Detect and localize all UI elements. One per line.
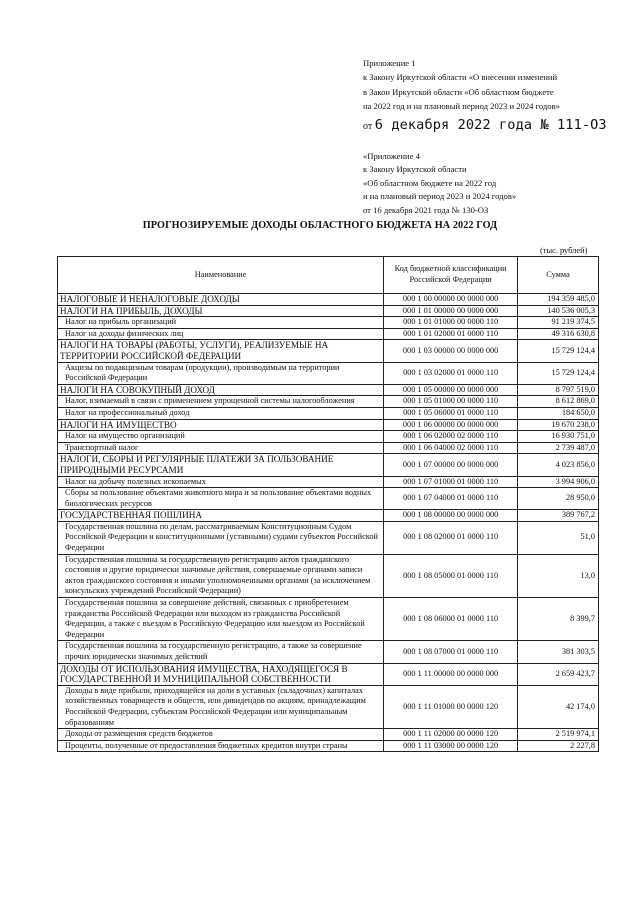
row-code-cell: 000 1 06 04000 02 0000 110 <box>384 442 518 454</box>
table-row <box>58 431 599 443</box>
row-sum-cell: 49 316 630,8 <box>518 328 599 340</box>
table-row <box>58 407 599 419</box>
row-code-cell: 000 1 06 00000 00 0000 000 <box>384 419 518 431</box>
row-code-cell: 000 1 07 04000 01 0000 110 <box>384 488 518 510</box>
revenue-table <box>57 256 599 752</box>
table-row <box>58 294 599 306</box>
row-name-cell: Сборы за пользование объектами животного мира и за пользование объектами водных биологических ресурсов <box>58 488 384 510</box>
row-name-cell: НАЛОГИ НА ИМУЩЕСТВО <box>58 419 384 431</box>
table-row <box>58 663 599 685</box>
table-header-row <box>58 257 599 294</box>
row-code-cell: 000 1 01 00000 00 0000 000 <box>384 305 518 317</box>
row-name-cell: Налог на доходы физических лиц <box>58 328 384 340</box>
row-code-cell: 000 1 03 00000 00 0000 000 <box>384 340 518 362</box>
row-sum-cell: 2 659 423,7 <box>518 663 599 685</box>
row-code-cell: 000 1 11 01000 00 0000 120 <box>384 685 518 728</box>
row-sum-cell: 2 227,8 <box>518 740 599 752</box>
table-row <box>58 328 599 340</box>
row-name-cell: Государственная пошлина за государственную регистрацию, а также за совершение прочих юридически значимых действий <box>58 641 384 663</box>
table-row <box>58 340 599 362</box>
table-row <box>58 419 599 431</box>
stamp-date-number: 6 декабря 2022 года № 111-ОЗ <box>374 117 607 133</box>
row-code-cell: 000 1 11 00000 00 0000 000 <box>384 663 518 685</box>
row-code-cell: 000 1 01 02000 01 0000 110 <box>384 328 518 340</box>
row-name-cell: Доходы в виде прибыли, приходящейся на доли в уставных (складочных) капиталах хозяйственных товариществ и обществ, или дивидендов по акциям, принадлежащим Российской Федерации, субъектам Российской Федерации или муниципальным образованиям <box>58 685 384 728</box>
row-name-cell: НАЛОГИ, СБОРЫ И РЕГУЛЯРНЫЕ ПЛАТЕЖИ ЗА ПОЛЬЗОВАНИЕ ПРИРОДНЫМИ РЕСУРСАМИ <box>58 454 384 476</box>
row-code-cell: 000 1 05 01000 00 0000 110 <box>384 396 518 408</box>
row-code-cell: 000 1 08 05000 01 0000 110 <box>384 554 518 597</box>
row-sum-cell: 4 023 856,0 <box>518 454 599 476</box>
row-code-cell: 000 1 08 02000 01 0000 110 <box>384 521 518 554</box>
stamp-prefix: от <box>363 121 373 132</box>
row-sum-cell: 8 399,7 <box>518 598 599 641</box>
row-name-cell: Транспортный налог <box>58 442 384 454</box>
table-row <box>58 729 599 741</box>
row-code-cell: 000 1 06 02000 02 0000 110 <box>384 431 518 443</box>
appendix-1-line: в Закон Иркутской области «Об областном бюджете <box>363 86 554 97</box>
table-row <box>58 685 599 728</box>
appendix-4-line: и на плановый период 2023 и 2024 годов» <box>363 191 517 202</box>
row-name-cell: Налог на прибыль организаций <box>58 317 384 329</box>
row-code-cell: 000 1 08 06000 01 0000 110 <box>384 598 518 641</box>
row-name-cell: Проценты, полученные от предоставления бюджетных кредитов внутри страны <box>58 740 384 752</box>
row-code-cell: 000 1 03 02000 01 0000 110 <box>384 362 518 384</box>
row-code-cell: 000 1 00 00000 00 0000 000 <box>384 294 518 306</box>
appendix-4-line: «Приложение 4 <box>363 151 420 161</box>
appendix-4-line: «Об областном бюджете на 2022 год <box>363 177 497 188</box>
table-row <box>58 740 599 752</box>
table-row <box>58 396 599 408</box>
row-sum-cell: 2 519 974,1 <box>518 729 599 741</box>
table-row <box>58 317 599 329</box>
appendix-4-header <box>363 150 613 217</box>
row-sum-cell: 140 536 005,3 <box>518 305 599 317</box>
header-name: Наименование <box>58 257 384 294</box>
document-title: ПРОГНОЗИРУЕМЫЕ ДОХОДЫ ОБЛАСТНОГО БЮДЖЕТА НА 2022 ГОД <box>142 220 498 231</box>
row-code-cell: 000 1 07 01000 01 0000 110 <box>384 476 518 488</box>
row-sum-cell: 15 729 124,4 <box>518 362 599 384</box>
row-name-cell: Налог на имущество организаций <box>58 431 384 443</box>
row-sum-cell: 2 739 487,0 <box>518 442 599 454</box>
row-name-cell: НАЛОГИ НА ПРИБЫЛЬ, ДОХОДЫ <box>58 305 384 317</box>
row-name-cell: Государственная пошлина по делам, рассматриваемым Конституционным Судом Российской Федерации и конституционными (уставными) судами субъектов Российской Федерации <box>58 521 384 554</box>
row-name-cell: ГОСУДАРСТВЕННАЯ ПОШЛИНА <box>58 510 384 522</box>
row-code-cell: 000 1 08 07000 01 0000 110 <box>384 641 518 663</box>
row-code-cell: 000 1 11 03000 00 0000 120 <box>384 740 518 752</box>
appendix-1-line: к Закону Иркутской области «О внесении изменений <box>363 72 558 83</box>
row-sum-cell: 42 174,0 <box>518 685 599 728</box>
header-sum: Сумма <box>518 257 599 294</box>
row-name-cell: Акцизы по подакцизным товарам (продукции), производимым на территории Российской Федерации <box>58 362 384 384</box>
table-row <box>58 442 599 454</box>
row-sum-cell: 16 930 751,0 <box>518 431 599 443</box>
row-sum-cell: 28 950,0 <box>518 488 599 510</box>
table-row <box>58 521 599 554</box>
row-name-cell: Доходы от размещения средств бюджетов <box>58 729 384 741</box>
row-code-cell: 000 1 01 01000 00 0000 110 <box>384 317 518 329</box>
row-sum-cell: 15 729 124,4 <box>518 340 599 362</box>
appendix-4-line: от 16 декабря 2021 года № 130-ОЗ <box>363 204 489 215</box>
row-code-cell: 000 1 05 00000 00 0000 000 <box>384 384 518 396</box>
row-code-cell: 000 1 11 02000 00 0000 120 <box>384 729 518 741</box>
row-sum-cell: 8 612 869,0 <box>518 396 599 408</box>
table-row <box>58 454 599 476</box>
row-code-cell: 000 1 07 00000 00 0000 000 <box>384 454 518 476</box>
row-name-cell: НАЛОГИ НА СОВОКУПНЫЙ ДОХОД <box>58 384 384 396</box>
table-row <box>58 598 599 641</box>
row-sum-cell: 389 767,2 <box>518 510 599 522</box>
row-name-cell: НАЛОГИ НА ТОВАРЫ (РАБОТЫ, УСЛУГИ), РЕАЛИЗУЕМЫЕ НА ТЕРРИТОРИИ РОССИЙСКОЙ ФЕДЕРАЦИИ <box>58 340 384 362</box>
row-name-cell: Налог на добычу полезных ископаемых <box>58 476 384 488</box>
row-sum-cell: 91 219 374,5 <box>518 317 599 329</box>
row-code-cell: 000 1 08 00000 00 0000 000 <box>384 510 518 522</box>
table-row <box>58 305 599 317</box>
appendix-1-header <box>363 56 613 114</box>
row-sum-cell: 381 303,5 <box>518 641 599 663</box>
row-name-cell: Налог, взимаемый в связи с применением упрощенной системы налогообложения <box>58 396 384 408</box>
table-row <box>58 641 599 663</box>
table-row <box>58 476 599 488</box>
row-sum-cell: 184 650,0 <box>518 407 599 419</box>
row-name-cell: НАЛОГОВЫЕ И НЕНАЛОГОВЫЕ ДОХОДЫ <box>58 294 384 306</box>
appendix-1-line: на 2022 год и на плановый период 2023 и 2024 годов» <box>363 101 560 112</box>
table-row <box>58 488 599 510</box>
header-code: Код бюджетной классификации Российской Федерации <box>384 257 518 294</box>
appendix-4-line: к Закону Иркутской области <box>363 164 467 175</box>
table-row <box>58 554 599 597</box>
row-sum-cell: 51,0 <box>518 521 599 554</box>
row-name-cell: ДОХОДЫ ОТ ИСПОЛЬЗОВАНИЯ ИМУЩЕСТВА, НАХОДЯЩЕГОСЯ В ГОСУДАРСТВЕННОЙ И МУНИЦИПАЛЬНОЙ СОБСТВЕННОСТИ <box>58 663 384 685</box>
row-name-cell: Налог на профессиональный доход <box>58 407 384 419</box>
row-sum-cell: 194 359 485,0 <box>518 294 599 306</box>
units-label: (тыс. рублей) <box>540 246 588 255</box>
row-name-cell: Государственная пошлина за государственную регистрацию актов гражданского состояния и другие юридически значимые действия, совершаемые органами записи актов гражданского состояния и иными уполномоченными органами (за исключением консульских учреждений Российской Федерации) <box>58 554 384 597</box>
row-sum-cell: 8 797 519,0 <box>518 384 599 396</box>
row-sum-cell: 13,0 <box>518 554 599 597</box>
row-sum-cell: 3 994 906,0 <box>518 476 599 488</box>
row-name-cell: Государственная пошлина за совершение действий, связанных с приобретением гражданства Российской Федерации или выходом из гражданства Российской Федерации, а также с въездом в Российскую Федерацию или выездом из Российской Федерации <box>58 598 384 641</box>
law-date-stamp <box>363 117 607 133</box>
row-code-cell: 000 1 05 06000 01 0000 110 <box>384 407 518 419</box>
table-row <box>58 362 599 384</box>
table-row <box>58 384 599 396</box>
table-row <box>58 510 599 522</box>
appendix-1-line: Приложение 1 <box>363 58 416 68</box>
row-sum-cell: 19 670 238,0 <box>518 419 599 431</box>
